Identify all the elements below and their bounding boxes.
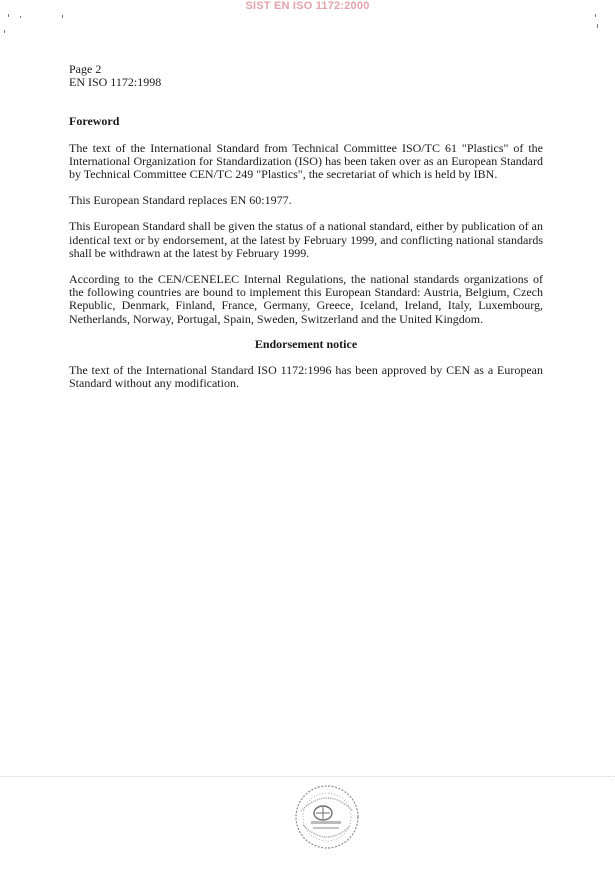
document-page [69, 63, 543, 390]
scan-speck [597, 24, 598, 28]
scan-speck [20, 16, 21, 18]
foreword-paragraph: The text of the International Standard from Technical Committee ISO/TC 61 "Plastics" of the International Organization for Standardization (ISO) has been taken over as an European Standard by Technical Committee CEN/TC 249 "Plastics", the secretariat of which is held by IBN. [69, 140, 543, 182]
stamp-seal-icon [293, 783, 361, 851]
foreword-heading: Foreword [69, 114, 120, 129]
endorsement-paragraph: The text of the International Standard ISO 1172:1996 has been approved by CEN as a European Standard without any modification. [69, 363, 543, 391]
foreword-paragraph: This European Standard replaces EN 60:1977. [69, 193, 292, 208]
foreword-paragraph: This European Standard shall be given the status of a national standard, either by publication of an identical text or by endorsement, at the latest by February 1999, and conflicting national standards shall be withdrawn at the latest by February 1999. [69, 219, 543, 260]
page-number: Page 2 [69, 62, 102, 76]
watermark: SIST EN ISO 1172:2000 [245, 0, 370, 12]
endorsement-heading: Endorsement notice [254, 336, 358, 351]
foreword-paragraph: According to the CEN/CENELEC Internal Regulations, the national standards organizations of the following countries are bound to implement this European Standard: Austria, Belgium, Czech Republic, Denmark, Finland, France, Germany, Greece, Iceland, Ireland, Italy, Luxembourg, Netherlands, Norway, Portugal, Spain, Sweden, Switzerland and the United Kingdom. [69, 272, 543, 326]
scan-speck [8, 14, 9, 17]
scan-speck [4, 30, 5, 33]
stamp-seal-graphic [293, 783, 361, 851]
document-id: EN ISO 1172:1998 [69, 75, 162, 90]
scan-speck [595, 14, 596, 17]
scan-artifact-line [0, 776, 615, 779]
scan-speck [62, 15, 63, 18]
